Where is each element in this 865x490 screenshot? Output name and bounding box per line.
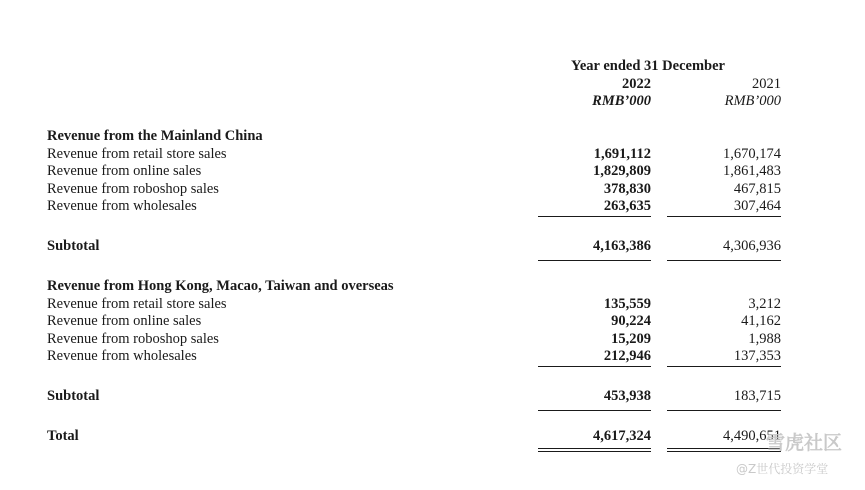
mainland-2021-rule [667,216,781,217]
watermark-handle: @Z世代投资学堂 [736,462,829,476]
mainland-row-2022: 263,635 [603,198,651,214]
mainland-subtotal-2022: 4,163,386 [593,238,651,254]
overseas-subtotal-2021-rule [667,410,781,411]
overseas-row-2021: 1,988 [748,331,781,347]
mainland-row-label: Revenue from online sales [47,163,202,179]
year-2022-header: 2022 [622,76,651,92]
overseas-row-2022: 135,559 [603,296,651,312]
overseas-row-2022: 90,224 [611,313,651,329]
overseas-row-label: Revenue from retail store sales [47,296,227,312]
total-2021-double-rule-bottom [667,451,781,452]
mainland-row-2022: 1,691,112 [593,146,651,162]
overseas-row-label: Revenue from online sales [47,313,202,329]
overseas-subtotal-2021: 183,715 [733,388,781,404]
unit-2022-header: RMB’000 [592,93,651,109]
total-2021: 4,490,651 [723,428,781,444]
mainland-subtotal-2022-rule [538,260,651,261]
mainland-row-2021: 1,670,174 [723,146,781,162]
total-label: Total [47,428,79,444]
mainland-row-2021: 1,861,483 [723,163,781,179]
mainland-row-label: Revenue from retail store sales [47,146,227,162]
mainland-row-2021: 307,464 [733,198,781,214]
total-2022-double-rule-bottom [538,451,651,452]
mainland-subtotal-2021-rule [667,260,781,261]
period-header: Year ended 31 December [571,58,725,74]
overseas-row-2021: 137,353 [733,348,781,364]
overseas-row-2022: 15,209 [611,331,651,347]
overseas-row-2021: 41,162 [741,313,781,329]
overseas-subtotal-2022: 453,938 [603,388,651,404]
mainland-2022-rule [538,216,651,217]
total-2022-double-rule-top [538,448,651,449]
overseas-2021-rule [667,366,781,367]
mainland-row-2021: 467,815 [733,181,781,197]
mainland-row-2022: 1,829,809 [593,163,651,179]
unit-2021-header: RMB’000 [724,93,781,109]
overseas-row-2021: 3,212 [748,296,781,312]
mainland-row-2022: 378,830 [603,181,651,197]
overseas-heading: Revenue from Hong Kong, Macao, Taiwan and overseas [47,278,394,294]
overseas-subtotal-label: Subtotal [47,388,100,404]
mainland-subtotal-2021: 4,306,936 [723,238,781,254]
overseas-row-label: Revenue from wholesales [47,348,197,364]
total-2022: 4,617,324 [593,428,651,444]
watermark-title: 雪虎社区 [766,432,843,454]
overseas-row-2022: 212,946 [603,348,651,364]
year-2021-header: 2021 [752,76,781,92]
total-2021-double-rule-top [667,448,781,449]
mainland-heading: Revenue from the Mainland China [47,128,263,144]
mainland-row-label: Revenue from wholesales [47,198,197,214]
overseas-row-label: Revenue from roboshop sales [47,331,219,347]
overseas-subtotal-2022-rule [538,410,651,411]
overseas-2022-rule [538,366,651,367]
mainland-row-label: Revenue from roboshop sales [47,181,219,197]
mainland-subtotal-label: Subtotal [47,238,100,254]
